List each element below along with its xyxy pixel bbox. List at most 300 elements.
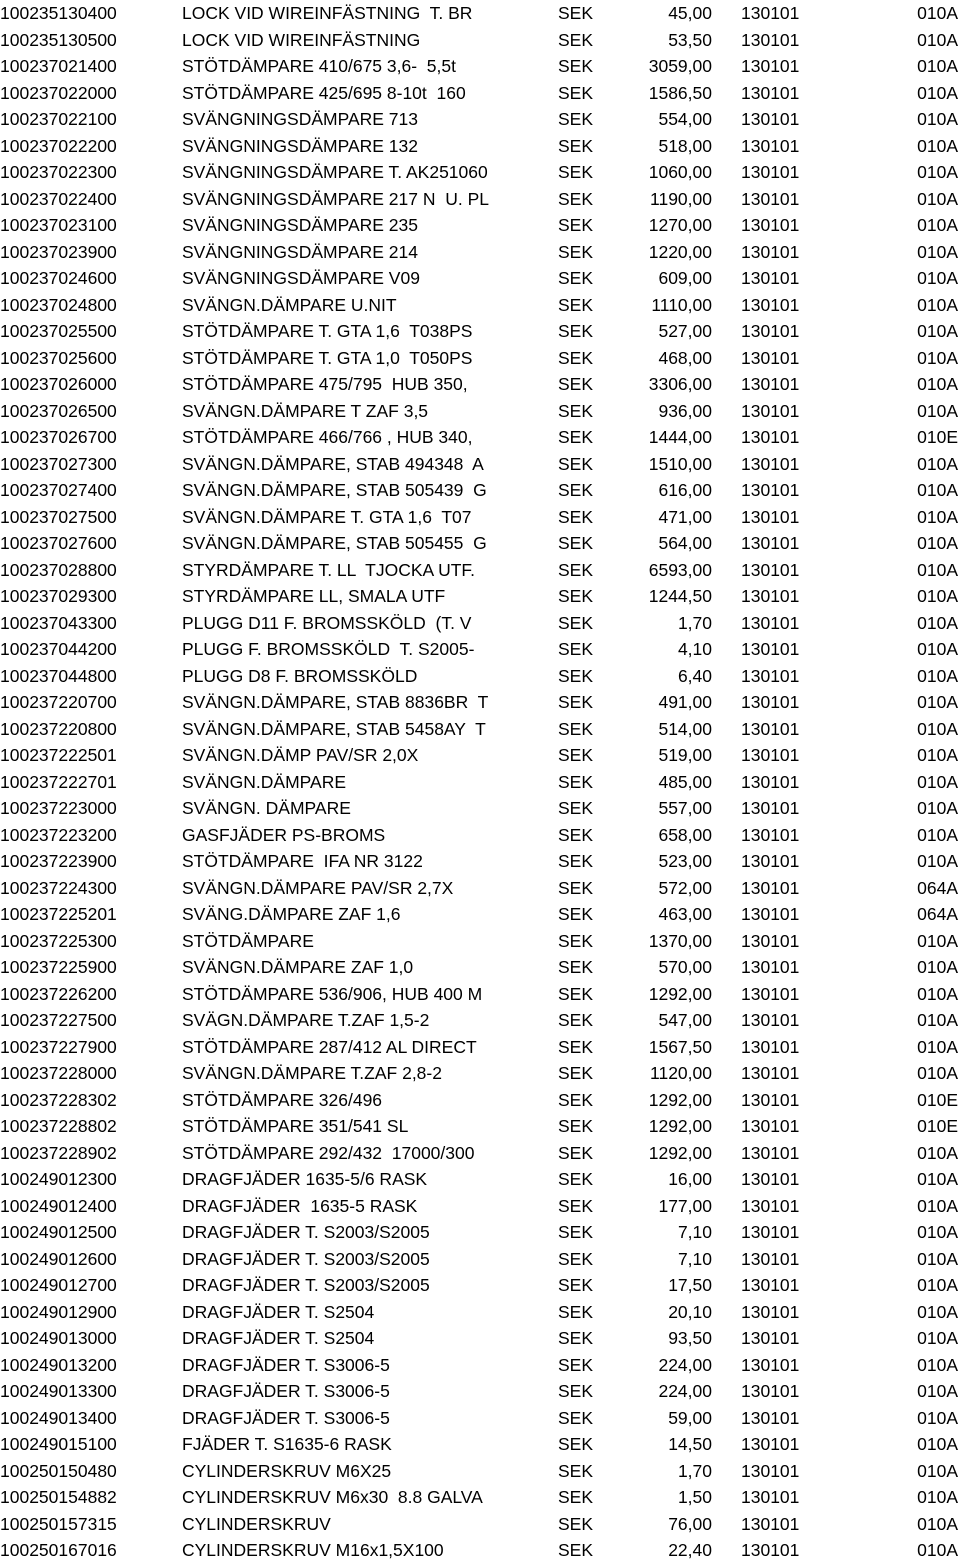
article-number-cell: 100237220800 [0, 718, 117, 739]
currency-cell: SEK [558, 1195, 594, 1216]
description-cell: LOCK VID WIREINFÄSTNING T. BR [182, 3, 473, 23]
date-cell: 130101 [741, 559, 800, 580]
currency-cell: SEK [558, 824, 594, 845]
currency-cell: SEK [558, 851, 594, 871]
article-number-cell: 100249013300 [0, 1381, 117, 1401]
date-cell: 130101 [741, 665, 800, 686]
price-cell: 471,00 [658, 506, 712, 527]
price-cell: 4,10 [677, 639, 712, 659]
description-cell: SVÄNGN. DÄMPARE [182, 798, 351, 818]
code-cell: 010A [917, 1434, 958, 1454]
code-cell: 010E [917, 1116, 958, 1136]
table-row [0, 1087, 960, 1114]
date-cell: 130101 [741, 480, 800, 500]
price-cell: 1444,00 [648, 427, 712, 447]
article-number-cell: 100237022200 [0, 135, 117, 156]
table-row [0, 1325, 960, 1352]
code-cell: 010E [917, 1089, 958, 1110]
price-cell: 1,70 [677, 612, 712, 633]
code-cell: 010A [917, 957, 958, 977]
description-cell: STÖTDÄMPARE 292/432 17000/300 [182, 1142, 475, 1163]
currency-cell: SEK [558, 1010, 594, 1030]
article-number-cell: 100237028800 [0, 559, 117, 580]
currency-cell: SEK [558, 162, 594, 182]
table-row [0, 795, 960, 822]
currency-cell: SEK [558, 983, 594, 1004]
date-cell: 130101 [741, 215, 800, 235]
date-cell: 130101 [741, 1513, 800, 1534]
table-row [0, 822, 960, 849]
description-cell: STÖTDÄMPARE 475/795 HUB 350, [182, 374, 468, 394]
description-cell: DRAGFJÄDER 1635-5/6 RASK [182, 1169, 428, 1189]
currency-cell: SEK [558, 1354, 594, 1375]
date-cell: 130101 [741, 745, 800, 765]
article-number-cell: 100249013200 [0, 1354, 117, 1375]
code-cell: 010A [917, 798, 958, 818]
price-cell: 7,10 [677, 1222, 712, 1242]
price-cell: 1190,00 [650, 188, 712, 209]
description-cell: SVÄNGN.DÄMPARE [182, 771, 347, 792]
description-cell: STÖTDÄMPARE 287/412 AL DIRECT [182, 1036, 477, 1057]
date-cell: 130101 [741, 1540, 800, 1560]
table-row [0, 663, 960, 690]
currency-cell: SEK [558, 904, 594, 924]
currency-cell: SEK [558, 559, 594, 580]
currency-cell: SEK [558, 745, 594, 765]
table-row [0, 265, 960, 292]
description-cell: SVÄNGNINGSDÄMPARE 132 [182, 135, 418, 156]
date-cell: 130101 [741, 1222, 800, 1242]
price-cell: 16,00 [668, 1169, 712, 1189]
description-cell: CYLINDERSKRUV M6x30 8.8 GALVA [182, 1487, 483, 1507]
article-number-cell: 100237026700 [0, 427, 117, 447]
price-cell: 572,00 [658, 877, 712, 898]
date-cell: 130101 [741, 321, 800, 341]
price-cell: 1370,00 [648, 930, 712, 951]
table-row [0, 451, 960, 478]
price-cell: 463,00 [658, 904, 712, 924]
currency-cell: SEK [558, 877, 594, 898]
article-number-cell: 100249012300 [0, 1169, 117, 1189]
code-cell: 010A [917, 692, 958, 712]
price-cell: 53,50 [668, 29, 712, 50]
table-row [0, 371, 960, 398]
price-cell: 224,00 [658, 1381, 712, 1401]
price-cell: 1060,00 [648, 162, 712, 182]
code-cell: 010A [917, 1381, 958, 1401]
table-row [0, 318, 960, 345]
table-row [0, 1193, 960, 1220]
price-cell: 519,00 [658, 745, 712, 765]
date-cell: 130101 [741, 400, 800, 421]
description-cell: STÖTDÄMPARE IFA NR 3122 [182, 851, 423, 871]
description-cell: STÖTDÄMPARE 351/541 SL [182, 1116, 409, 1136]
currency-cell: SEK [558, 3, 594, 23]
article-number-cell: 100249012600 [0, 1248, 117, 1269]
code-cell: 010A [917, 1142, 958, 1163]
article-number-cell: 100237029300 [0, 586, 117, 606]
date-cell: 130101 [741, 135, 800, 156]
description-cell: GASFJÄDER PS-BROMS [182, 824, 386, 845]
currency-cell: SEK [558, 1540, 594, 1560]
article-number-cell: 100237224300 [0, 877, 117, 898]
price-cell: 20,10 [668, 1301, 712, 1322]
description-cell: STÖTDÄMPARE 466/766 , HUB 340, [182, 427, 473, 447]
code-cell: 010A [917, 188, 958, 209]
code-cell: 010A [917, 3, 958, 23]
description-cell: DRAGFJÄDER T. S2003/S2005 [182, 1248, 430, 1269]
currency-cell: SEK [558, 188, 594, 209]
table-row [0, 212, 960, 239]
article-number-cell: 100237022000 [0, 82, 117, 103]
table-row [0, 954, 960, 981]
price-cell: 1244,50 [648, 586, 712, 606]
price-cell: 45,00 [668, 3, 712, 23]
description-cell: SVÄNGN.DÄMPARE U.NIT [182, 294, 397, 315]
currency-cell: SEK [558, 480, 594, 500]
currency-cell: SEK [558, 374, 594, 394]
article-number-cell: 100237227900 [0, 1036, 117, 1057]
code-cell: 010A [917, 639, 958, 659]
table-row [0, 1405, 960, 1432]
code-cell: 010A [917, 241, 958, 262]
date-cell: 130101 [741, 1407, 800, 1428]
description-cell: STÖTDÄMPARE 536/906, HUB 400 M [182, 983, 483, 1004]
code-cell: 010A [917, 1513, 958, 1534]
description-cell: STÖTDÄMPARE T. GTA 1,6 T038PS [182, 321, 473, 341]
description-cell: DRAGFJÄDER T. S2003/S2005 [182, 1222, 430, 1242]
article-number-cell: 100237024800 [0, 294, 117, 315]
code-cell: 010A [917, 1036, 958, 1057]
table-row [0, 1537, 960, 1564]
price-cell: 1510,00 [648, 453, 712, 474]
date-cell: 130101 [741, 904, 800, 924]
currency-cell: SEK [558, 798, 594, 818]
description-cell: SVÄNGN.DÄMPARE, STAB 8836BR T [182, 692, 489, 712]
article-number-cell: 100237026500 [0, 400, 117, 421]
price-cell: 616,00 [658, 480, 712, 500]
date-cell: 130101 [741, 241, 800, 262]
currency-cell: SEK [558, 1434, 594, 1454]
date-cell: 130101 [741, 427, 800, 447]
description-cell: CYLINDERSKRUV [182, 1513, 331, 1534]
article-number-cell: 100237225300 [0, 930, 117, 951]
description-cell: DRAGFJÄDER T. S2504 [182, 1301, 375, 1322]
code-cell: 010A [917, 665, 958, 686]
article-number-cell: 100237021400 [0, 56, 117, 76]
table-row [0, 1113, 960, 1140]
table-row [0, 1458, 960, 1485]
table-row [0, 1352, 960, 1379]
date-cell: 130101 [741, 1089, 800, 1110]
description-cell: FJÄDER T. S1635-6 RASK [182, 1434, 392, 1454]
currency-cell: SEK [558, 1116, 594, 1136]
description-cell: DRAGFJÄDER T. S2003/S2005 [182, 1275, 430, 1295]
description-cell: DRAGFJÄDER T. S3006-5 [182, 1354, 390, 1375]
date-cell: 130101 [741, 1169, 800, 1189]
currency-cell: SEK [558, 1142, 594, 1163]
table-row [0, 1140, 960, 1167]
table-row [0, 875, 960, 902]
date-cell: 130101 [741, 3, 800, 23]
currency-cell: SEK [558, 586, 594, 606]
table-row [0, 610, 960, 637]
price-cell: 557,00 [658, 798, 712, 818]
table-row [0, 477, 960, 504]
table-row [0, 159, 960, 186]
date-cell: 130101 [741, 586, 800, 606]
article-number-cell: 100237222701 [0, 771, 117, 792]
price-cell: 514,00 [658, 718, 712, 739]
currency-cell: SEK [558, 1275, 594, 1295]
description-cell: SVÄNGN.DÄMPARE T.ZAF 2,8-2 [182, 1063, 442, 1083]
price-cell: 1270,00 [648, 215, 712, 235]
date-cell: 130101 [741, 162, 800, 182]
currency-cell: SEK [558, 268, 594, 288]
code-cell: 010A [917, 1460, 958, 1481]
date-cell: 130101 [741, 718, 800, 739]
price-cell: 658,00 [658, 824, 712, 845]
currency-cell: SEK [558, 56, 594, 76]
table-row [0, 716, 960, 743]
code-cell: 010A [917, 374, 958, 394]
price-cell: 491,00 [658, 692, 712, 712]
description-cell: SVÄNGNINGSDÄMPARE 713 [182, 109, 418, 129]
table-row [0, 424, 960, 451]
article-number-cell: 100237027400 [0, 480, 117, 500]
price-cell: 564,00 [658, 533, 712, 553]
table-row [0, 345, 960, 372]
price-cell: 936,00 [658, 400, 712, 421]
price-cell: 93,50 [668, 1328, 712, 1348]
price-cell: 1292,00 [648, 1142, 712, 1163]
description-cell: SVÄNGN.DÄMPARE T. GTA 1,6 T07 [182, 506, 472, 527]
date-cell: 130101 [741, 29, 800, 50]
code-cell: 010A [917, 1487, 958, 1507]
description-cell: SVÄNGNINGSDÄMPARE V09 [182, 268, 420, 288]
article-number-cell: 100237228302 [0, 1089, 117, 1110]
article-number-cell: 100237023900 [0, 241, 117, 262]
article-number-cell: 100250167016 [0, 1540, 117, 1560]
code-cell: 010A [917, 1301, 958, 1322]
table-row [0, 583, 960, 610]
currency-cell: SEK [558, 1328, 594, 1348]
currency-cell: SEK [558, 427, 594, 447]
table-row [0, 292, 960, 319]
currency-cell: SEK [558, 612, 594, 633]
currency-cell: SEK [558, 347, 594, 368]
code-cell: 010A [917, 771, 958, 792]
currency-cell: SEK [558, 321, 594, 341]
article-number-cell: 100237223900 [0, 851, 117, 871]
price-cell: 554,00 [658, 109, 712, 129]
description-cell: PLUGG D8 F. BROMSSKÖLD [182, 665, 418, 686]
code-cell: 010A [917, 506, 958, 527]
price-cell: 1120,00 [650, 1063, 712, 1083]
description-cell: DRAGFJÄDER 1635-5 RASK [182, 1195, 418, 1216]
date-cell: 130101 [741, 1381, 800, 1401]
date-cell: 130101 [741, 1010, 800, 1030]
code-cell: 010A [917, 400, 958, 421]
price-cell: 518,00 [658, 135, 712, 156]
currency-cell: SEK [558, 294, 594, 315]
currency-cell: SEK [558, 639, 594, 659]
price-cell: 3059,00 [648, 56, 712, 76]
currency-cell: SEK [558, 400, 594, 421]
price-cell: 485,00 [658, 771, 712, 792]
code-cell: 010A [917, 56, 958, 76]
table-row [0, 928, 960, 955]
date-cell: 130101 [741, 612, 800, 633]
code-cell: 010A [917, 851, 958, 871]
code-cell: 010E [917, 427, 958, 447]
table-row [0, 848, 960, 875]
currency-cell: SEK [558, 82, 594, 103]
date-cell: 130101 [741, 1434, 800, 1454]
code-cell: 010A [917, 983, 958, 1004]
article-number-cell: 100235130400 [0, 3, 117, 23]
date-cell: 130101 [741, 957, 800, 977]
date-cell: 130101 [741, 294, 800, 315]
description-cell: LOCK VID WIREINFÄSTNING [182, 29, 421, 50]
description-cell: SVÄNGN.DÄMPARE ZAF 1,0 [182, 957, 414, 977]
article-number-cell: 100249012900 [0, 1301, 117, 1322]
code-cell: 010A [917, 824, 958, 845]
date-cell: 130101 [741, 692, 800, 712]
code-cell: 010A [917, 559, 958, 580]
article-number-cell: 100237220700 [0, 692, 117, 712]
code-cell: 010A [917, 1540, 958, 1560]
code-cell: 010A [917, 215, 958, 235]
currency-cell: SEK [558, 1381, 594, 1401]
description-cell: STÖTDÄMPARE 410/675 3,6- 5,5t [182, 56, 456, 76]
price-cell: 1220,00 [648, 241, 712, 262]
code-cell: 010A [917, 453, 958, 474]
price-cell: 609,00 [658, 268, 712, 288]
price-cell: 224,00 [658, 1354, 712, 1375]
price-cell: 468,00 [658, 347, 712, 368]
price-cell: 1586,50 [648, 82, 712, 103]
price-cell: 1,50 [677, 1487, 712, 1507]
code-cell: 010A [917, 1354, 958, 1375]
date-cell: 130101 [741, 56, 800, 76]
date-cell: 130101 [741, 639, 800, 659]
article-number-cell: 100249012400 [0, 1195, 117, 1216]
table-row [0, 557, 960, 584]
price-cell: 14,50 [668, 1434, 712, 1454]
table-row [0, 1007, 960, 1034]
code-cell: 010A [917, 347, 958, 368]
description-cell: STYRDÄMPARE LL, SMALA UTF [182, 586, 446, 606]
article-number-cell: 100237022100 [0, 109, 117, 129]
table-row [0, 742, 960, 769]
description-cell: SVÄNGNINGSDÄMPARE 217 N U. PL [182, 188, 489, 209]
code-cell: 010A [917, 1169, 958, 1189]
date-cell: 130101 [741, 1248, 800, 1269]
description-cell: SVÄNGNINGSDÄMPARE 235 [182, 215, 418, 235]
description-cell: DRAGFJÄDER T. S3006-5 [182, 1407, 390, 1428]
price-cell: 570,00 [658, 957, 712, 977]
article-number-cell: 100237043300 [0, 612, 117, 633]
date-cell: 130101 [741, 347, 800, 368]
date-cell: 130101 [741, 798, 800, 818]
description-cell: SVÄNGN.DÄMPARE, STAB 494348 A [182, 453, 484, 474]
article-number-cell: 100237027500 [0, 506, 117, 527]
article-number-cell: 100237223000 [0, 798, 117, 818]
price-cell: 7,10 [677, 1248, 712, 1269]
price-cell: 1292,00 [648, 983, 712, 1004]
table-row [0, 239, 960, 266]
currency-cell: SEK [558, 930, 594, 951]
description-cell: STÖTDÄMPARE T. GTA 1,0 T050PS [182, 347, 473, 368]
date-cell: 130101 [741, 1142, 800, 1163]
description-cell: SVÄNG.DÄMPARE ZAF 1,6 [182, 904, 401, 924]
code-cell: 010A [917, 321, 958, 341]
table-row [0, 186, 960, 213]
currency-cell: SEK [558, 1407, 594, 1428]
price-cell: 523,00 [658, 851, 712, 871]
article-number-cell: 100237026000 [0, 374, 117, 394]
table-row [0, 53, 960, 80]
price-cell: 1,70 [677, 1460, 712, 1481]
description-cell: STÖTDÄMPARE [182, 930, 314, 951]
article-number-cell: 100237226200 [0, 983, 117, 1004]
table-row [0, 1166, 960, 1193]
article-number-cell: 100249012500 [0, 1222, 117, 1242]
article-number-cell: 100237225900 [0, 957, 117, 977]
currency-cell: SEK [558, 1089, 594, 1110]
code-cell: 010A [917, 1222, 958, 1242]
description-cell: PLUGG F. BROMSSKÖLD T. S2005- [182, 639, 475, 659]
table-row [0, 1484, 960, 1511]
date-cell: 130101 [741, 1460, 800, 1481]
currency-cell: SEK [558, 1460, 594, 1481]
currency-cell: SEK [558, 1487, 594, 1507]
currency-cell: SEK [558, 1248, 594, 1269]
currency-cell: SEK [558, 533, 594, 553]
code-cell: 064A [917, 904, 958, 924]
description-cell: SVÄNGN.DÄMP PAV/SR 2,0X [182, 745, 419, 765]
article-number-cell: 100249013400 [0, 1407, 117, 1428]
article-number-cell: 100237222501 [0, 745, 117, 765]
date-cell: 130101 [741, 824, 800, 845]
table-row [0, 1431, 960, 1458]
table-row [0, 1378, 960, 1405]
table-row [0, 504, 960, 531]
description-cell: SVÄNGN.DÄMPARE PAV/SR 2,7X [182, 877, 454, 898]
article-number-cell: 100237228902 [0, 1142, 117, 1163]
description-cell: STÖTDÄMPARE 425/695 8-10t 160 [182, 82, 466, 103]
table-row [0, 80, 960, 107]
table-row [0, 27, 960, 54]
code-cell: 010A [917, 82, 958, 103]
article-number-cell: 100237027300 [0, 453, 117, 474]
article-number-cell: 100237044800 [0, 665, 117, 686]
date-cell: 130101 [741, 1036, 800, 1057]
description-cell: DRAGFJÄDER T. S3006-5 [182, 1381, 390, 1401]
table-row [0, 1299, 960, 1326]
code-cell: 010A [917, 162, 958, 182]
article-number-cell: 100249013000 [0, 1328, 117, 1348]
description-cell: PLUGG D11 F. BROMSSKÖLD (T. V [182, 612, 472, 633]
article-number-cell: 100237023100 [0, 215, 117, 235]
description-cell: STÖTDÄMPARE 326/496 [182, 1089, 383, 1110]
code-cell: 010A [917, 1248, 958, 1269]
currency-cell: SEK [558, 1222, 594, 1242]
price-cell: 1567,50 [648, 1036, 712, 1057]
description-cell: CYLINDERSKRUV M16x1,5X100 [182, 1540, 444, 1560]
price-cell: 22,40 [668, 1540, 712, 1560]
